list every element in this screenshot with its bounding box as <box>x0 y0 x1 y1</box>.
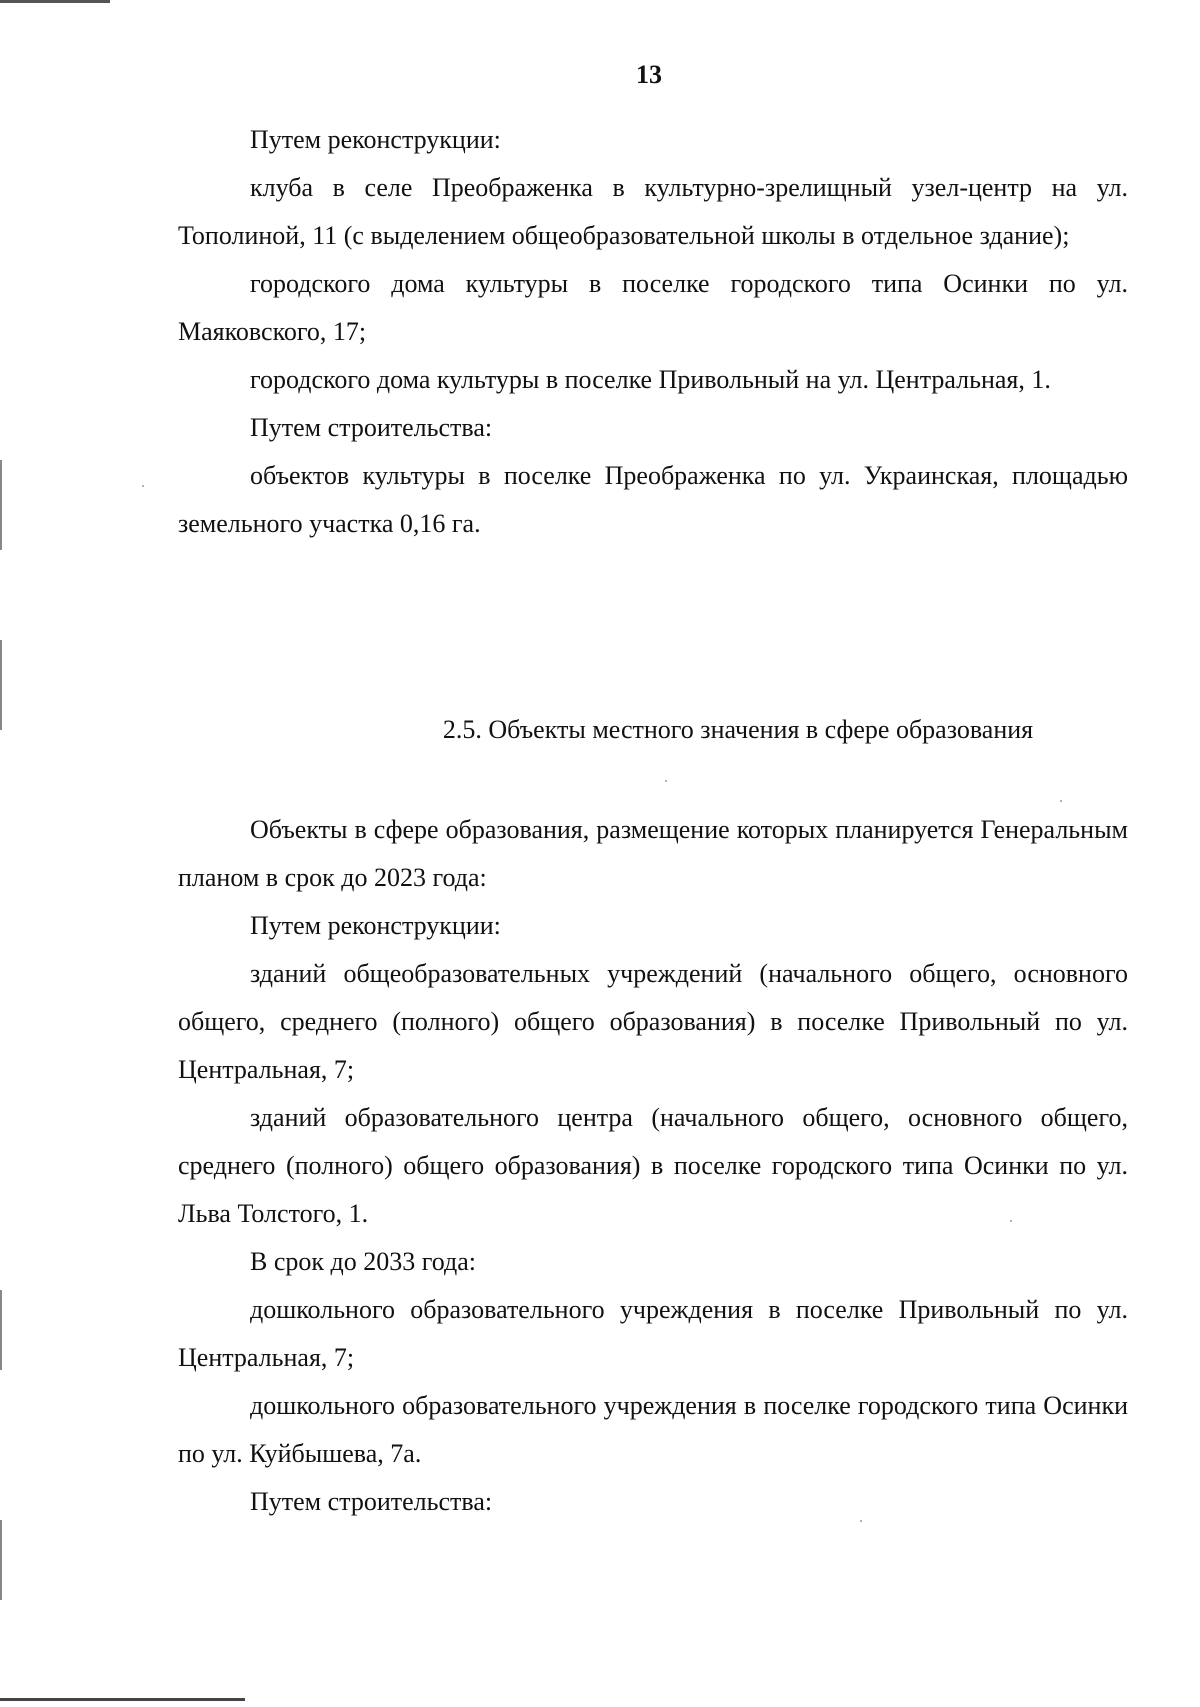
section-objects-culture <box>178 116 1128 548</box>
paragraph: В срок до 2033 года: <box>250 1247 477 1276</box>
paragraph: Путем реконструкции: <box>250 911 501 940</box>
paragraph: объектов культуры в поселке Преображенка по ул. Украинская, площадью земельного участка 0,16 га. <box>178 461 1128 538</box>
paragraph: городского дома культуры в поселке Привольный на ул. Центральная, 1. <box>250 365 1051 394</box>
scan-artifact-edge <box>0 1520 2 1600</box>
section-heading-block <box>178 706 1128 754</box>
scan-artifact-edge <box>0 1290 2 1370</box>
scan-artifact-line <box>0 0 110 3</box>
paragraph: Объекты в сфере образования, размещение которых планируется Генеральным планом в срок до 2023 года: <box>178 815 1128 892</box>
section-objects-education <box>178 806 1128 1526</box>
page-number: 13 <box>636 60 662 89</box>
scan-speck <box>1060 800 1062 802</box>
scan-speck <box>142 485 144 487</box>
scan-speck <box>665 780 667 782</box>
paragraph: клуба в селе Преображенка в культурно-зрелищный узел-центр на ул. Тополиной, 11 (с выделением общеобразовательной школы в отдельное здание); <box>178 173 1128 250</box>
scan-artifact-edge <box>0 460 2 550</box>
paragraph: зданий общеобразовательных учреждений (начального общего, основного общего, среднего (полного) общего образования) в поселке Привольный по ул. Центральная, 7; <box>178 959 1128 1084</box>
paragraph: городского дома культуры в поселке городского типа Осинки по ул. Маяковского, 17; <box>178 269 1128 346</box>
paragraph: дошкольного образовательного учреждения в поселке Привольный по ул. Центральная, 7; <box>178 1295 1128 1372</box>
paragraph: Путем строительства: <box>250 1487 493 1516</box>
section-heading: 2.5. Объекты местного значения в сфере образования <box>442 715 1034 744</box>
paragraph: Путем реконструкции: <box>250 125 501 154</box>
paragraph: дошкольного образовательного учреждения в поселке городского типа Осинки по ул. Куйбышева, 7а. <box>178 1391 1128 1468</box>
scan-artifact-edge <box>0 640 2 730</box>
paragraph: зданий образовательного центра (начального общего, основного общего, среднего (полного) общего образования) в поселке городского типа Осинки по ул. Льва Толстого, 1. <box>178 1103 1128 1228</box>
paragraph: Путем строительства: <box>250 413 493 442</box>
scan-artifact-line <box>0 1698 245 1701</box>
